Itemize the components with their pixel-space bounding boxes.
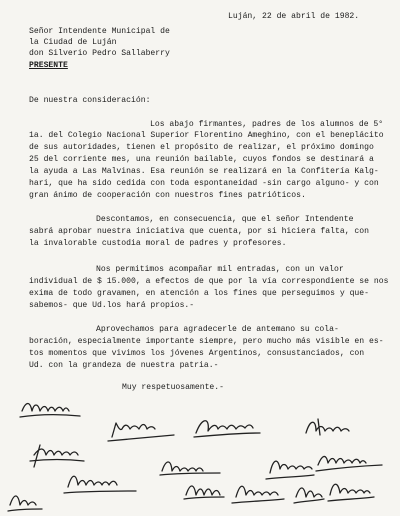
closing-line: Muy respetuosamente.-: [122, 383, 224, 392]
recipient-line-2: la Ciudad de Luján: [29, 38, 117, 47]
paragraph1-line-6: hari, que ha sido cedida con toda espontaneidad -sin cargo alguno- y con: [29, 179, 379, 188]
signature-4: [306, 419, 349, 435]
signature-2: [108, 423, 174, 441]
paragraph3-line-2: individual de $ 15.000, a efectos de que por la vía correspondiente se nos: [29, 277, 389, 286]
date-line: Luján, 22 de abril de 1982.: [228, 12, 360, 21]
greeting: De nuestra consideración:: [29, 96, 151, 105]
paragraph1-line-3: de sus autoridades, tienen el propósito de realizar, el próximo domingo: [29, 143, 374, 152]
signature-7: [266, 461, 314, 479]
signatures-drawing: [0, 375, 400, 516]
signature-11: [232, 486, 284, 503]
paragraph4-line-1: Aprovechamos para agradecerle de antemano su cola-: [96, 325, 339, 334]
paragraph1-line-1: Los abajo firmantes, padres de los alumnos de 5°: [150, 120, 384, 129]
signature-6: [160, 462, 220, 475]
paragraph4-line-2: boración, especialmente importante siempre, pero mucho más visible en es-: [29, 337, 384, 346]
signature-14: [8, 496, 42, 511]
recipient-line-3: don Silverio Pedro Sallaberry: [29, 49, 170, 58]
paragraph1-line-4: 25 del corriente mes, una reunión bailable, cuyos fondos se destinará a: [29, 155, 374, 164]
paragraph4-line-4: Ud. con la grandeza de nuestra patria.-: [29, 361, 219, 370]
signature-13: [328, 484, 374, 501]
signature-3: [194, 421, 260, 437]
paragraph2-line-2: sabrá aprobar nuestra iniciativa que cuenta, por si hiciera falta, con: [29, 227, 369, 236]
paragraph3-line-1: Nos permitimos acompañar mil entradas, con un valor: [96, 265, 344, 274]
paragraph4-line-3: tos momentos que vivimos los jóvenes Argentinos, consustanciados, con: [29, 349, 365, 358]
paragraph2-line-1: Descontamos, en consecuencia, que el señor Intendente: [96, 215, 354, 224]
signature-9: [64, 476, 136, 493]
recipient-line-1: Señor Intendente Municipal de: [29, 27, 170, 36]
paragraph1-line-7: gran ánimo de cooperación con nuestros fines patrióticos.: [29, 191, 306, 200]
paragraph3-line-4: sabemos- que Ud.los hará propios.-: [29, 301, 195, 310]
signature-12: [294, 488, 324, 503]
signatures-block: [0, 375, 400, 516]
signature-1: [20, 404, 80, 418]
presente-heading: PRESENTE: [29, 61, 68, 70]
paragraph1-line-5: la ayuda a Las Malvinas. Esa reunión se realizará en la Confitería Kalg-: [29, 167, 379, 176]
signature-8: [316, 456, 382, 471]
paragraph3-line-3: exima de todo gravamen, en atención a los fines que perseguimos y que-: [29, 289, 369, 298]
paragraph2-line-3: la invalorable custodia moral de padres y profesores.: [29, 239, 287, 248]
paragraph1-line-2: 1a. del Colegio Nacional Superior Florentino Ameghino, con el beneplácito: [29, 131, 384, 140]
signature-5: [30, 445, 84, 467]
signature-10: [184, 486, 224, 499]
